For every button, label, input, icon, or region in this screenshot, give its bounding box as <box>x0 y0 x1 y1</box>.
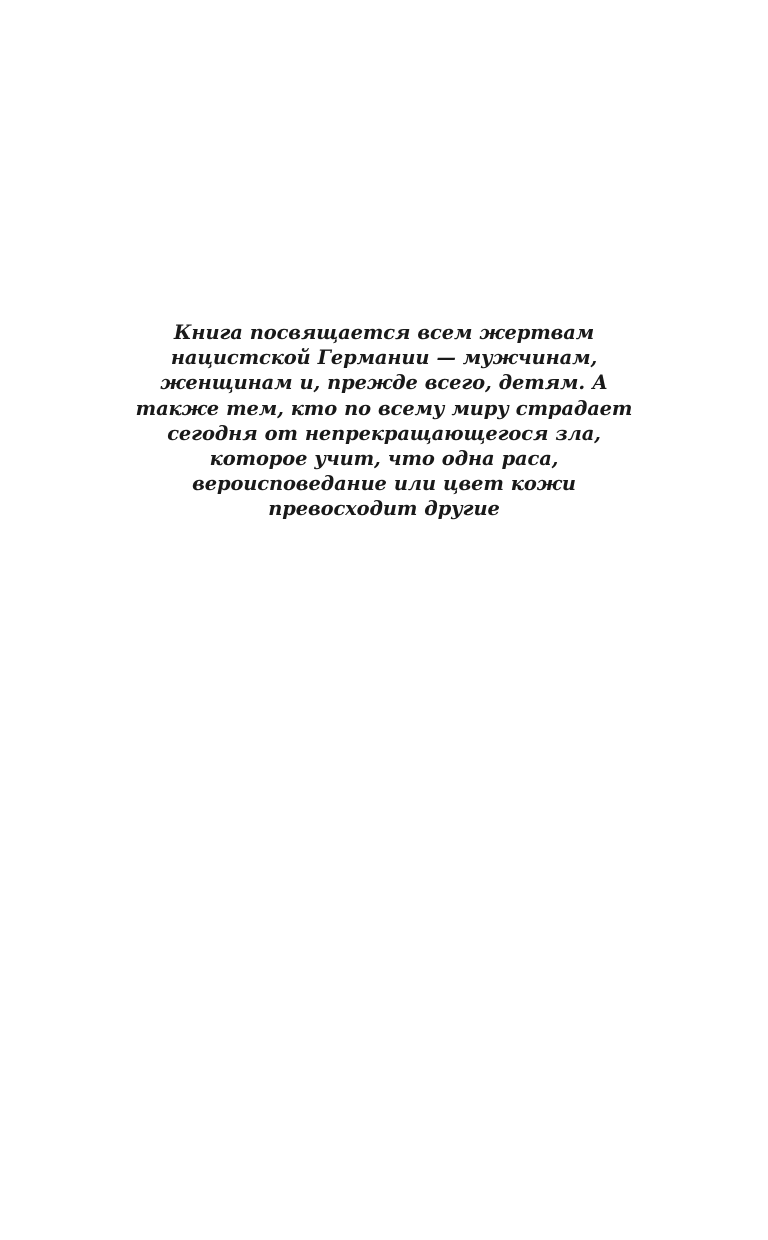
dedication-text: Книга посвящается всем жертвам нацистской Германии — мужчинам, женщинам и, прежде всего, детям. А также тем, кто по всему миру страдает сегодня от непрекращающегося зла, которое учит, что одна раса, вероисповедание или цвет кожи превосходит другие <box>135 321 633 521</box>
dedication-block <box>118 320 650 522</box>
